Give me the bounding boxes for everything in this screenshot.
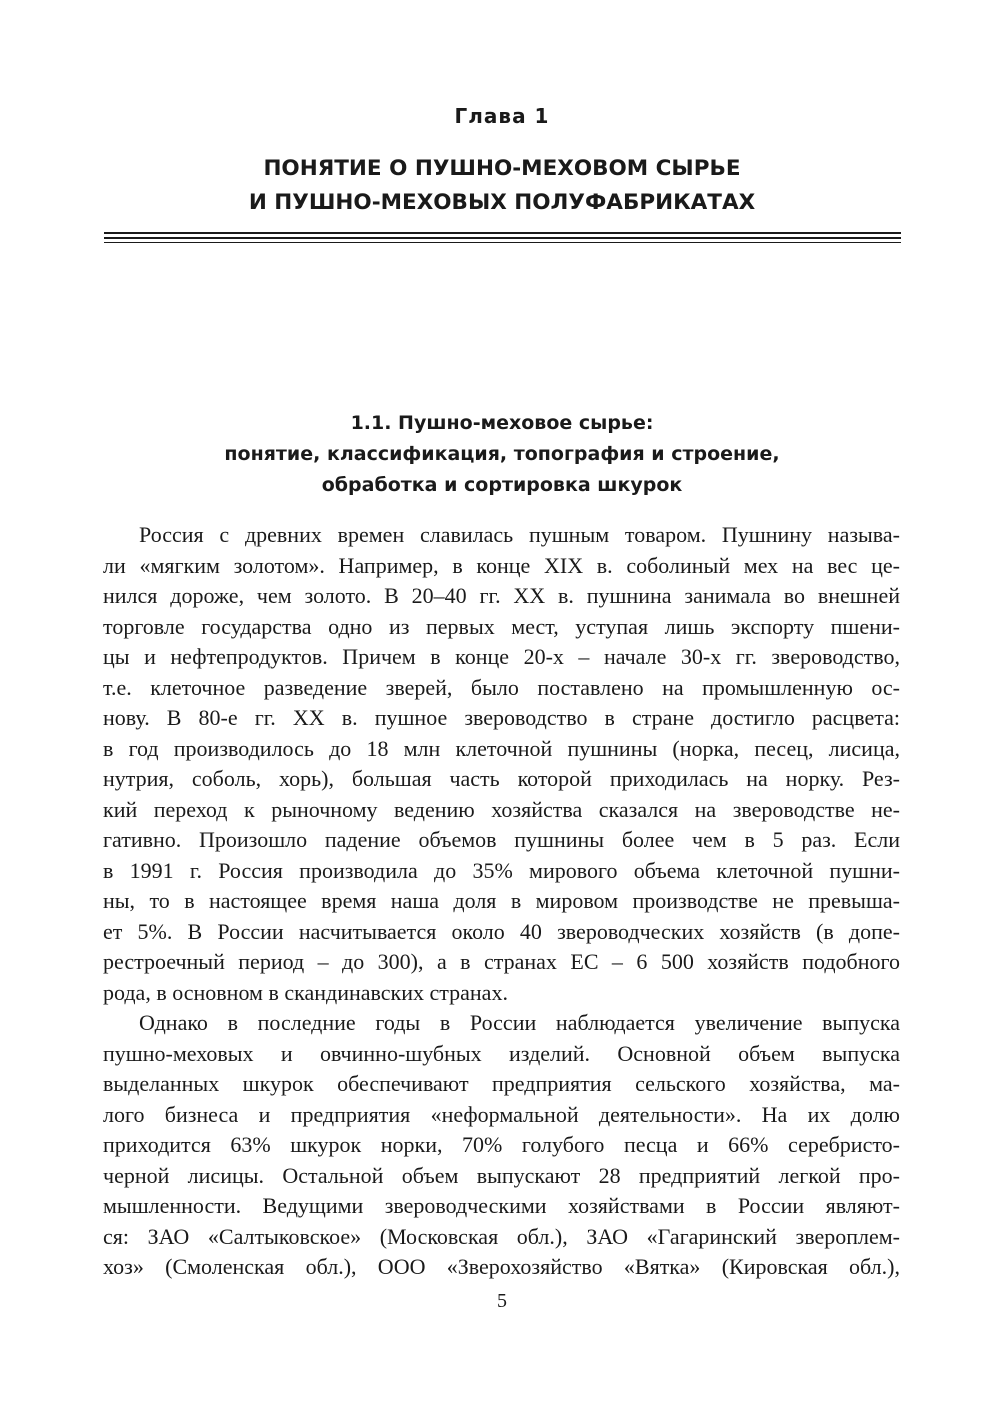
text-line: гативно. Произошло падение объемов пушнины более чем в 5 раз. Если: [103, 827, 900, 852]
chapter-label: Глава 1: [454, 104, 550, 128]
text-line: мышленности. Ведущими звероводческими хозяйствами в России являют-: [103, 1193, 900, 1218]
title-divider-middle: [104, 237, 901, 239]
page-number: 5: [497, 1290, 507, 1312]
chapter-title: [0, 152, 1004, 220]
text-line: нутрия, соболь, хорь), большая часть которой приходилась на норку. Рез-: [103, 766, 900, 791]
text-line: ся: ЗАО «Салтыковское» (Московская обл.), ЗАО «Гагаринский звероплем-: [103, 1223, 900, 1249]
section-title-line: понятие, классификация, топография и строение,: [224, 443, 780, 465]
text-line: нову. В 80-е гг. XX в. пушное звероводство в стране достигло расцвета:: [103, 705, 900, 730]
text-line: в год производилось до 18 млн клеточной пушнины (норка, песец, лисица,: [103, 735, 900, 761]
text-line: выделанных шкурок обеспечивают предприятия сельского хозяйства, ма-: [103, 1071, 900, 1096]
text-line: ли «мягким золотом». Например, в конце XIX в. соболиный мех на вес це-: [103, 552, 900, 578]
text-line: пушно-меховых и овчинно-шубных изделий. Основной объем выпуска: [103, 1040, 900, 1066]
text-line: кий переход к рыночному ведению хозяйства сказался на звероводстве не-: [103, 796, 900, 822]
text-line: цы и нефтепродуктов. Причем в конце 20-х – начале 30-х гг. звероводство,: [103, 644, 900, 669]
text-line: ет 5%. В России насчитывается около 40 звероводческих хозяйств (в допе-: [103, 918, 900, 944]
chapter-title-line: ПОНЯТИЕ О ПУШНО-МЕХОВОМ СЫРЬЕ: [263, 156, 741, 181]
title-divider-bottom: [104, 242, 901, 243]
text-line: рестроечный период – до 300), а в странах ЕС – 6 500 хозяйств подобного: [103, 949, 900, 974]
text-line: Однако в последние годы в России наблюдается увеличение выпуска: [139, 1010, 900, 1035]
section-title: [0, 408, 1004, 501]
title-divider-top: [104, 232, 901, 234]
text-line: нился дороже, чем золото. В 20–40 гг. XX в. пушнина занимала во внешней: [103, 583, 900, 608]
text-line: рода, в основном в скандинавских странах.: [103, 979, 508, 1005]
chapter-title-line: И ПУШНО-МЕХОВЫХ ПОЛУФАБРИКАТАХ: [248, 190, 756, 215]
text-line: черной лисицы. Остальной объем выпускают 28 предприятий легкой про-: [103, 1162, 900, 1188]
section-title-line: 1.1. Пушно-меховое сырье:: [350, 412, 654, 434]
text-line: ны, то в настоящее время наша доля в мировом производстве не превыша-: [103, 888, 900, 913]
paragraph: [103, 1008, 900, 1283]
text-line: в 1991 г. Россия производила до 35% мирового объема клеточной пушни-: [103, 857, 900, 883]
text-line: хоз» (Смоленская обл.), ООО «Зверохозяйство «Вятка» (Кировская обл.),: [103, 1254, 900, 1279]
text-line: Россия с древних времен славилась пушным товаром. Пушнину называ-: [139, 522, 900, 547]
section-title-line: обработка и сортировка шкурок: [321, 474, 683, 496]
text-line: торговле государства одно из первых мест, уступая лишь экспорту пшени-: [103, 613, 900, 639]
text-line: лого бизнеса и предприятия «неформальной деятельности». На их долю: [103, 1101, 900, 1127]
body-text: [103, 520, 900, 1283]
text-line: т.е. клеточное разведение зверей, было поставлено на промышленную ос-: [103, 674, 900, 700]
text-line: приходится 63% шкурок норки, 70% голубого песца и 66% серебристо-: [103, 1132, 900, 1157]
paragraph: [103, 520, 900, 1008]
